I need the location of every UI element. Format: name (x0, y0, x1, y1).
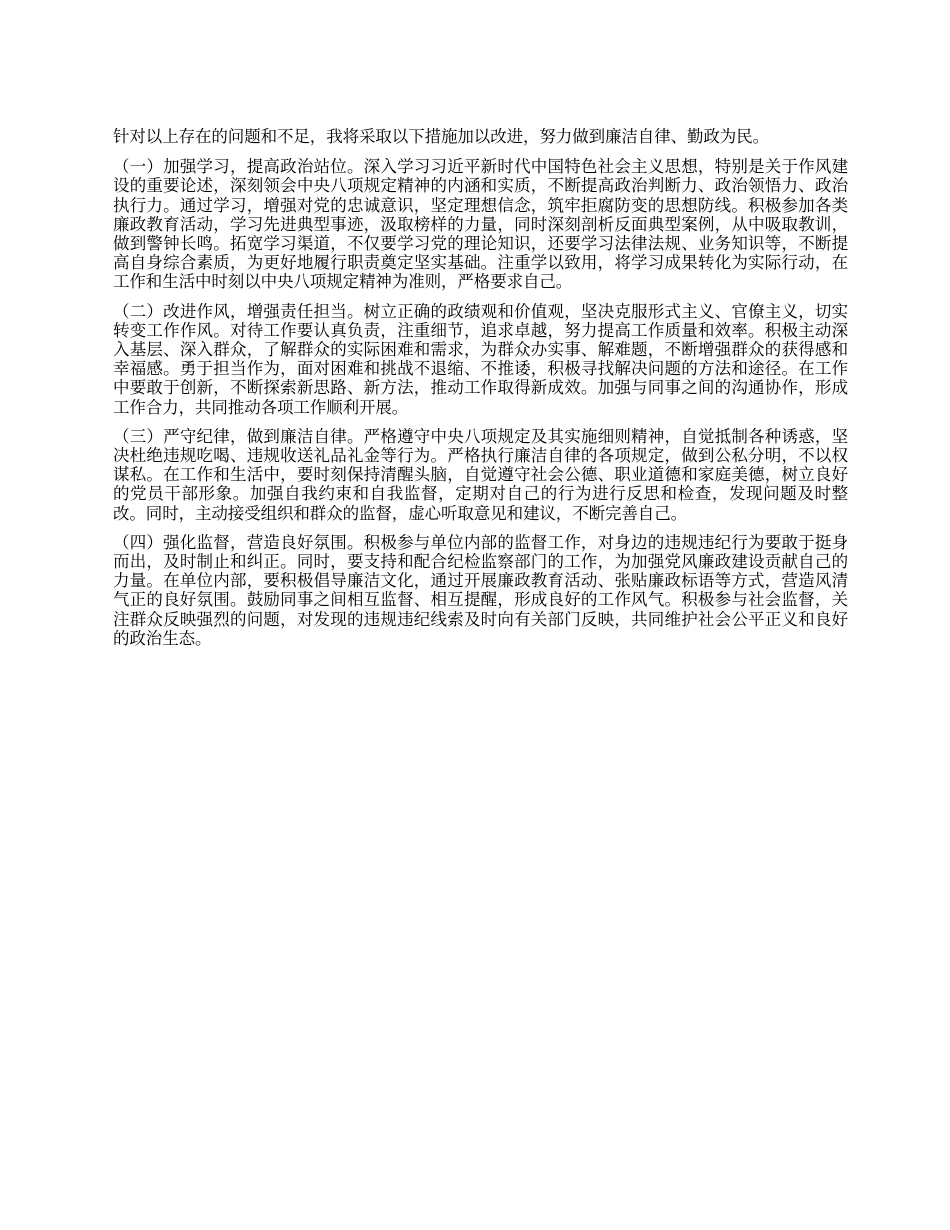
paragraph-supervision: （四）强化监督，营造良好氛围。积极参与单位内部的监督工作，对身边的违规违纪行为要敢于挺身而出，及时制止和纠正。同时，要支持和配合纪检监察部门的工作，为加强党风廉政建设贡献自己的力量。在单位内部，要积极倡导廉洁文化，通过开展廉政教育活动、张贴廉政标语等方式，营造风清气正的良好氛围。鼓励同事之间相互监督、相互提醒，形成良好的工作风气。积极参与社会监督，关注群众反映强烈的问题，对发现的违规违纪线索及时向有关部门反映，共同维护社会公平正义和良好的政治生态。 (113, 532, 848, 648)
paragraph-work-style: （二）改进作风，增强责任担当。树立正确的政绩观和价值观，坚决克服形式主义、官僚主义，切实转变工作作风。对待工作要认真负责，注重细节，追求卓越，努力提高工作质量和效率。积极主动深入基层、深入群众，了解群众的实际困难和需求，为群众办实事、解难题，不断增强群众的获得感和幸福感。勇于担当作为，面对困难和挑战不退缩、不推诿，积极寻找解决问题的方法和途径。在工作中要敢于创新，不断探索新思路、新方法，推动工作取得新成效。加强与同事之间的沟通协作，形成工作合力，共同推动各项工作顺利开展。 (113, 301, 848, 417)
paragraph-study: （一）加强学习，提高政治站位。深入学习习近平新时代中国特色社会主义思想，特别是关于作风建设的重要论述，深刻领会中央八项规定精神的内涵和实质，不断提高政治判断力、政治领悟力、政治执行力。通过学习，增强对党的忠诚意识，坚定理想信念，筑牢拒腐防变的思想防线。积极参加各类廉政教育活动，学习先进典型事迹，汲取榜样的力量，同时深刻剖析反面典型案例，从中吸取教训，做到警钟长鸣。拓宽学习渠道，不仅要学习党的理论知识，还要学习法律法规、业务知识等，不断提高自身综合素质，为更好地履行职责奠定坚实基础。注重学以致用，将学习成果转化为实际行动，在工作和生活中时刻以中央八项规定精神为准则，严格要求自己。 (113, 157, 848, 292)
document-body (113, 127, 848, 658)
paragraph-discipline: （三）严守纪律，做到廉洁自律。严格遵守中央八项规定及其实施细则精神，自觉抵制各种诱惑，坚决杜绝违规吃喝、违规收送礼品礼金等行为。严格执行廉洁自律的各项规定，做到公私分明，不以权谋私。在工作和生活中，要时刻保持清醒头脑，自觉遵守社会公德、职业道德和家庭美德，树立良好的党员干部形象。加强自我约束和自我监督，定期对自己的行为进行反思和检查，发现问题及时整改。同时，主动接受组织和群众的监督，虚心听取意见和建议，不断完善自己。 (113, 426, 848, 523)
intro-paragraph: 针对以上存在的问题和不足，我将采取以下措施加以改进，努力做到廉洁自律、勤政为民。 (113, 127, 770, 146)
